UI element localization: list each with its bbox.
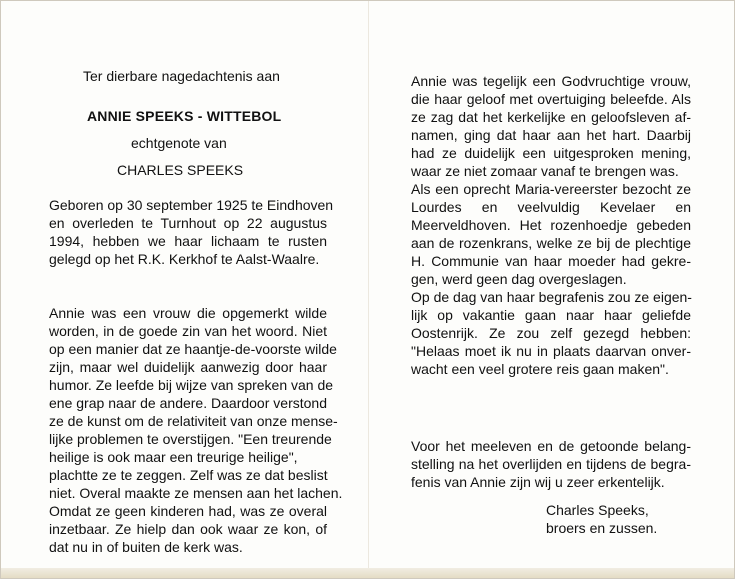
bio-line: dat nu in of buiten de kerk was. xyxy=(49,539,243,555)
bio-line: niet. Overal maakte ze mensen aan het lachen. xyxy=(49,485,343,501)
faith-line: lijk op vakantie gaan naar haar geliefde xyxy=(411,307,691,323)
bio-line: op een manier dat ze haantje-de-voorste wilde xyxy=(49,341,337,357)
signature-family: broers en zussen. xyxy=(546,520,658,536)
birth-line: gelegd op het R.K. Kerkhof te Aalst-Waalre. xyxy=(49,251,320,267)
faith-line: Lourdes en veelvuldig Kevelaer en xyxy=(411,199,691,215)
faith-line: had ze duidelijk een uitgesproken mening, xyxy=(411,145,691,161)
bio-line: ze de kunst om de relativiteit van onze mense- xyxy=(49,413,338,429)
birth-paragraph xyxy=(49,196,334,268)
faith-line: Oostenrijk. Ze zou zelf gezegd hebben: xyxy=(411,325,691,341)
memorial-heading: Ter dierbare nagedachtenis aan xyxy=(83,68,280,84)
faith-line: gen, werd geen dag overgeslagen. xyxy=(411,271,627,287)
faith-line: namen, ging dat haar aan het hart. Daarbij xyxy=(411,127,691,143)
faith-line: H. Communie van haar moeder had gekre- xyxy=(411,253,691,269)
bio-line: lijke problemen te overstijgen. "Een treurende xyxy=(49,431,332,447)
faith-line: Annie was tegelijk een Godvruchtige vrouw, xyxy=(411,73,691,89)
faith-line: die haar geloof met overtuiging beleefde. Als xyxy=(411,91,691,107)
deceased-name: ANNIE SPEEKS - WITTEBOL xyxy=(87,108,282,124)
faith-line: Op de dag van haar begrafenis zou ze eigen- xyxy=(411,289,692,305)
bio-line: worden, in de goede zin van het woord. Niet xyxy=(49,323,327,339)
faith-line: wacht een veel grotere reis gaan maken". xyxy=(411,361,669,377)
thanks-line: Voor het meeleven en de getoonde belang- xyxy=(411,438,691,454)
husband-name: CHARLES SPEEKS xyxy=(117,162,244,178)
thanks-paragraph xyxy=(411,437,691,491)
thanks-line: fenis van Annie zijn wij u zeer erkentelijk. xyxy=(411,474,665,490)
bio-line: plachtte ze te zeggen. Zelf was ze dat beslist xyxy=(49,467,328,483)
faith-line: waar ze niet zomaar vanaf te brengen was. xyxy=(411,163,679,179)
faith-line: Meerveldhoven. Het rozenhoedje gebeden xyxy=(411,217,691,233)
faith-line: aan de rozenkrans, welke ze bij de plechtige xyxy=(411,235,691,251)
birth-line: Geboren op 30 september 1925 te Eindhoven xyxy=(49,197,334,213)
bio-line: humor. Ze leefde bij wijze van spreken van de xyxy=(49,377,334,393)
bio-line: Omdat ze geen kinderen had, was ze overal xyxy=(49,503,327,519)
birth-line: 1994, hebben we haar lichaam te rusten xyxy=(49,233,327,249)
bio-line: zijn, maar wel duidelijk aanwezig door haar xyxy=(49,359,327,375)
faith-line: "Helaas moet ik nu in plaats daarvan onver- xyxy=(411,343,691,359)
birth-line: en overleden te Turnhout op 22 augustus xyxy=(49,215,327,231)
bio-line: inzetbaar. Ze hielp dan ook waar ze kon, of xyxy=(49,521,327,537)
right-panel xyxy=(368,1,734,578)
faith-line: ze zag dat het kerkelijke en geloofsleven af- xyxy=(411,109,691,125)
relation-label: echtgenote van xyxy=(131,135,227,151)
signature-name: Charles Speeks, xyxy=(546,502,649,518)
faith-paragraph xyxy=(411,72,691,378)
bio-line: Annie was een vrouw die opgemerkt wilde xyxy=(49,305,327,321)
bio-line: heilige is ook maar een treurige heilige", xyxy=(49,449,298,465)
faith-line: Als een oprecht Maria-vereerster bezocht ze xyxy=(411,181,691,197)
bio-paragraph xyxy=(49,304,343,556)
bio-line: ene grap naar de andere. Daardoor verstond xyxy=(49,395,327,411)
left-panel xyxy=(1,1,368,578)
thanks-line: stelling na het overlijden en tijdens de begra- xyxy=(411,456,691,472)
